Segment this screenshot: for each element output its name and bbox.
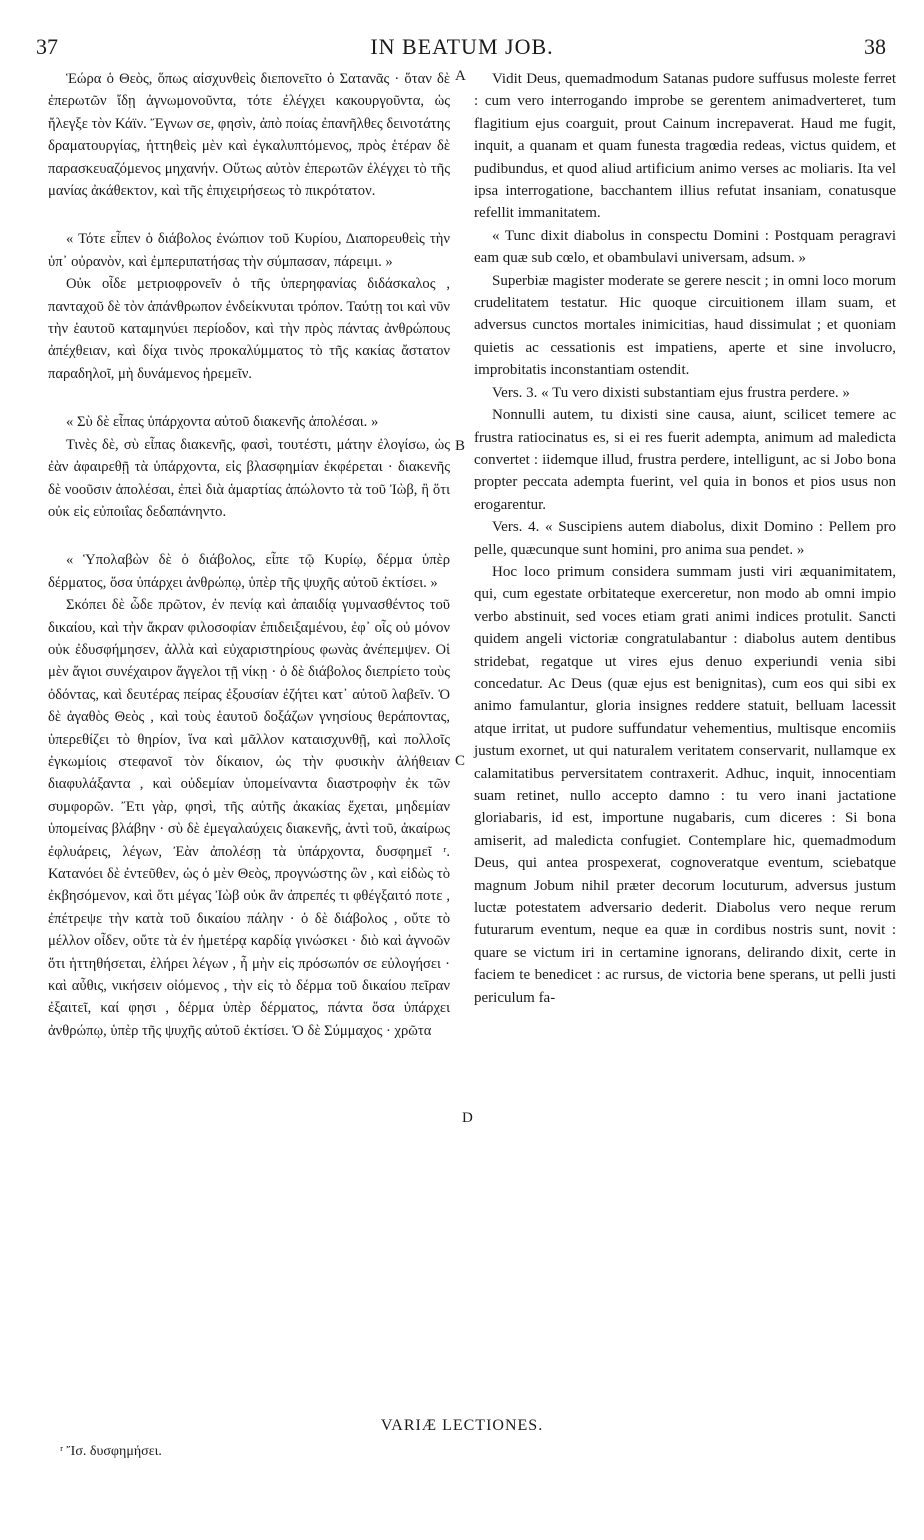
greek-quote-3: « Ὑπολαβὼν δὲ ὁ διάβολος, εἶπε τῷ Κυρίῳ, δέρμα ὑπὲρ δέρματος, ὅσα ὑπάρχει ἀνθρώπῳ, ὑπὲρ τῆς ψυχῆς αὐτοῦ ἐκτίσει. » bbox=[48, 552, 450, 591]
greek-paragraph-1: Ἑώρα ὁ Θεὸς, ὅπως αἰσχυνθεὶς διεπονεῖτο ὁ Σατανᾶς · ὅταν δὲ ἐπερωτῶν ἴδῃ ἀγνωμονοῦντα, τότε ἐλέγχει κακουργοῦντα, ὡς ἤλεγξε τὸν Κάϊν. Ἔγνων σε, φησὶν, ἀπὸ ποίας ἐπανῆλθες δεινοτάτης δραματουργίας, ἡττηθεὶς μὲν καὶ ἐγκαλυπτόμενος, πρὸς ἑτέραν δὲ παρασκευαζόμενος μηχανήν. Οὕτως αὐτὸν ἐπερωτῶν ἐλέγχει τὸ τῆς μανίας ἀκάθεκτον, καὶ τῆς ἐπιχειρήσεως τὸ πικρότατον. bbox=[48, 71, 450, 200]
greek-paragraph-4: Σκόπει δὲ ὧδε πρῶτον, ἐν πενίᾳ καὶ ἀπαιδίᾳ γυμνασθέντος τοῦ δικαίου, καὶ τὴν ἄκραν φιλοσοφίαν ἐπιδειξαμένου, ἐφ᾿ οἷς οὐ μόνον οὐκ ἐδυσφήμησεν, ἀλλὰ καὶ εὐχαριστηρίους φωνὰς ἀνέπεμψεν. Οἱ μὲν ἅγιοι συνέχαιρον ἄγγελοι τῇ νίκῃ · ὁ δὲ διάβολος διεπρίετο τοὺς ὀδόντας, καὶ δευτέρας πείρας ἐξουσίαν ἐζήτει κατ᾿ αὐτοῦ λαβεῖν. Ὁ δὲ ἀγαθὸς Θεὸς , καὶ τοὺς ἑαυτοῦ δοξάζων γνησίους θεράποντας, ὑπερεθίζει τὸ θηρίον, ἵνα καὶ μᾶλλον καταισχυνθῇ, καὶ πολλοῖς ἐγκωμίοις στεφανοῖ τὸν δίκαιον, ὡς τὴν φυσικὴν ἀλήθειαν διαφυλάξαντα , καὶ οὐδεμίαν ὑπομείναντα διαστροφὴν ἐκ τῶν συμφορῶν. Ἔτι γὰρ, φησὶ, τῆς αὐτῆς ἀκακίας ἔχεται, μηδεμίαν ὑπομείνας βλάβην · σὺ δὲ ἐμεγαλαύχεις διακενῆς, ἀντὶ τοῦ, ἀκαίρως ἐφλυάρεις, λέγων, Ἐὰν ἀπολέσῃ τὰ ὑπάρχοντα, δυσφημεῖ ʳ. Κατανόει δὲ ἐντεῦθεν, ὡς ὁ μὲν Θεὸς, προγνώστης ὢν , καὶ εἰδὼς τὸ ἐκβησόμενον, καὶ ὅτι μέγας Ἰὼβ οὐκ ἂν ἀπρεπές τι φθέγξαιτό ποτε , ἐπέτρεψε τὴν κατὰ τοῦ δικαίου πάλην · ὁ δὲ διάβολος , οὔτε τὸ μέλλον οἶδεν, οὔτε τὰ ἐν ἡμετέρᾳ καρδίᾳ γινώσκει · διὸ καὶ ἀγνοῶν ὅτι ἡττηθήσεται, ἐλήρει λέγων , ἦ μὴν εἰς πρόσωπόν σε εὐλογήσει · καὶ αὖθις, νικήσειν οἰόμενος , τὴν εἰς τὸ δέρμα τοῦ δικαίου πεῖραν ἐξαιτεῖ, καί φησι , δέρμα ὑπὲρ δέρματος, πάντα ὅσα ὑπάρχει ἀνθρώπῳ, ὑπὲρ τῆς ψυχῆς αὐτοῦ ἐκτίσει. Ὁ δὲ Σύμμαχος · χρῶτα bbox=[48, 597, 450, 1039]
margin-marker-b: B bbox=[455, 438, 466, 454]
latin-quote-1: « Tunc dixit diabolus in conspectu Domini : Postquam peragravi eam quæ sub cœlo, et obambulavi universam, adsum. » bbox=[474, 227, 896, 267]
footnote: ʳ Ἴσ. δυσφημήσει. bbox=[60, 1444, 162, 1459]
variae-lectiones-heading: VARIÆ LECTIONES. bbox=[380, 1417, 544, 1434]
latin-paragraph-2: Superbiæ magister moderate se gerere nescit ; in omni loco morum crudelitatem testatur. Hic quoque circuitionem illam suam, et adversus cunctos mortales inimicitias, haud dissimulat ; et quoniam quietis ac cessationis est impatiens, aperte et sine involucro, improbitatis inconstantiam ostendit. bbox=[474, 272, 896, 379]
running-title: IN BEATUM JOB. bbox=[370, 34, 554, 59]
latin-verse-3: Vers. 3. « Tu vero dixisti substantiam ejus frustra perdere. » bbox=[492, 384, 850, 401]
greek-quote-1: « Τότε εἶπεν ὁ διάβολος ἐνώπιον τοῦ Κυρίου, Διαπορευθεὶς τὴν ὑπ᾿ οὐρανὸν, καὶ ἐμπεριπατήσας τὴν σύμπασαν, πάρειμι. » bbox=[48, 231, 450, 270]
greek-paragraph-3: Τινὲς δὲ, σὺ εἶπας διακενῆς, φασὶ, τουτέστι, μάτην ἐλογίσω, ὡς ἐὰν ἀφαιρεθῇ τὰ ὑπάρχοντα, εἰς βλασφημίαν ἐκφέρεται · διακενῆς δὲ νοοῦσιν ἀπολέσαι, ἐπεὶ διὰ ἁμαρτίας ἀπώλοντο τὰ τοῦ Ἰὼβ, ἢ ὅτι οὐκ εἰς εὐποιΐας δεδαπάνηντο. bbox=[48, 436, 450, 520]
greek-column bbox=[48, 68, 450, 1042]
margin-marker-a: A bbox=[455, 68, 466, 84]
latin-verse-4: Vers. 4. « Suscipiens autem diabolus, dixit Domino : Pellem pro pelle, quæcunque sunt homini, pro anima sua pendet. » bbox=[474, 519, 896, 558]
page-number-left: 37 bbox=[36, 34, 58, 59]
latin-paragraph-1: Vidit Deus, quemadmodum Satanas pudore suffusus moleste ferret : cum vero interrogando improbe se gerentem animadverteret, tum flagitium ejus coarguit, prout Cainum increpaverat. Haud me fugit, inquit, a quanam et quam funesta tragœdia redeas, victus quidem, et pudibundus, et quod aliud artificium animo verses ac moliaris. Ita vel ipsa interrogatione, bacchantem illius refutat insaniam, conatusque refellit immanitatem. bbox=[474, 71, 896, 222]
page-number-right: 38 bbox=[864, 34, 886, 59]
latin-paragraph-3: Nonnulli autem, tu dixisti sine causa, aiunt, scilicet temere ac frustra ratiocinatus es, si ei res fuerit adempta, animum ad maledicta convertet : iidemque illud, frustra perdere, intelligunt, ac si Jobo bona propter peccata adempta fuerint, vel quia in bonos et pios usus non erogarentur. bbox=[474, 407, 896, 513]
margin-marker-d: D bbox=[462, 1110, 473, 1126]
greek-quote-2: « Σὺ δὲ εἶπας ὑπάρχοντα αὐτοῦ διακενῆς ἀπολέσαι. » bbox=[66, 414, 379, 431]
margin-marker-c: C bbox=[455, 753, 466, 769]
greek-paragraph-2: Οὐκ οἶδε μετριοφρονεῖν ὁ τῆς ὑπερηφανίας διδάσκαλος , πανταχοῦ δὲ τὸν ἀπάνθρωπον ἐνδείκνυται τρόπον. Ταύτῃ τοι καὶ νῦν τὴν ἑαυτοῦ καταμηνύει περίοδον, καὶ τὴν πρὸς πάντας ἀνθρώπους ἀπέχθειαν, καὶ δίχα τινὸς προκαλύμματος τὸ τῆς κακίας ἄστατον παραδηλοῖ, μὴ δυνάμενος ἠρεμεῖν. bbox=[48, 276, 450, 382]
latin-column bbox=[474, 68, 896, 1009]
latin-paragraph-4: Hoc loco primum considera summam justi viri æquanimitatem, qui, cum egestate orbitateque exerceretur, non modo ab omni impio verbo abstinuit, sed voces etiam grati animi indices protulit. Sancti quidem angeli victoriæ congratulabantur : diabolus autem dentibus stridebat, regatque ut vires ejus denuo experiundi venia sibi concedatur. Ac Deus (quæ ejus est benignitas), cum eos qui sibi ex animo famulantur, gloria insignes reddere statuit, belluam lacessit atque irritat, ut pudore suffundatur vehementius, multisque encomiis justum exornet, ut qui naturalem veritatem conservarit, nullamque ex calamitatibus perversitatem contraxerit. Adhuc, inquit, innocentiam suam retinet, nullo accepto damno : tu vero inani jactatione gloriabaris, id est, importune nugabaris, cum diceres : Si bona amiserit, ad maledicta confugiet. Contemplare hic, quemadmodum Deus, qui antea prospexerat, cognoveratque eventum, sciebatque magnum Jobum nihil præter decorum locuturum, adversus justum luctæ potestatem adversario dederit. Diabolus vero neque rerum futurarum eventum, neque ea quæ in cordibus nostris sunt, novit : quare se victum iri in certamine ignorans, delirando dixit, certe in faciem te benedicet : ac rursus, de victoria bene sperans, ut pelli justi periculum fa- bbox=[474, 563, 896, 1006]
